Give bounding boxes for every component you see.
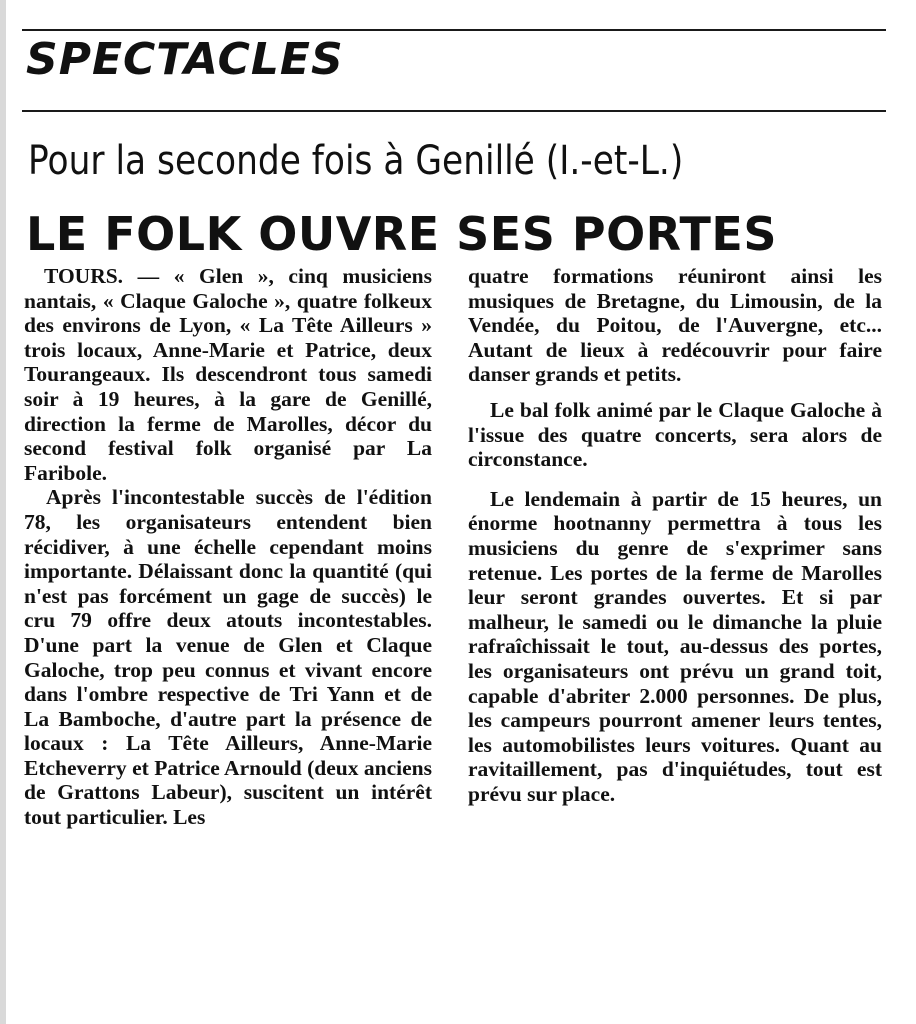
article-column-right (468, 264, 882, 806)
dateline: TOURS. — (44, 264, 160, 288)
article-kicker: Pour la seconde fois à Genillé (I.-et-L.) (28, 138, 684, 184)
article-headline: LE FOLK OUVRE SES PORTES (26, 207, 777, 261)
article-column-left (24, 264, 432, 830)
article-paragraph: Le lendemain à partir de 15 heures, un énorme hootnanny permettra à tous les musiciens du genre de s'exprimer sans retenue. Les portes de la ferme de Marolles leur seront grandes ouvertes. Et si par malheur, le samedi ou le dimanche la pluie rafraîchissait le tout, au-dessus des portes, les organisateurs ont prévu un grand toit, capable d'abriter 2.000 personnes. De plus, les campeurs pourront amener leurs tentes, les automobilistes leurs voitures. Quant au ravitaillement, pas d'inquiétudes, tout est prévu sur place. (468, 486, 882, 806)
article-paragraph: quatre formations réuniront ainsi les musiques de Bretagne, du Limousin, de la Vendée, du Poitou, de l'Auvergne, etc... Autant de lieux à redécouvrir pour faire danser grands et petits. (468, 264, 882, 387)
paragraph-text: « Glen », cinq musiciens nantais, « Claque Galoche », quatre folkeux des environs de Lyon, « La Tête Ailleurs » trois locaux, Anne-Marie et Patrice, deux Tourangeaux. Ils descendront tous samedi soir à 19 heures, à la gare de Genillé, direction la ferme de Marolles, décor du second festival folk organisé par La Faribole. (24, 264, 433, 485)
section-rubric: SPECTACLES (26, 34, 344, 85)
page-edge (0, 0, 6, 1024)
section-rule (22, 110, 886, 112)
article-paragraph: Après l'incontestable succès de l'édition 78, les organisateurs entendent bien récidiver, à une échelle cependant moins importante. Délaissant donc la quantité (qui n'est pas forcément un gage de succès) le cru 79 offre deux atouts incontestables. D'une part la venue de Glen et Claque Galoche, trop peu connus et vivant encore dans l'ombre respective de Tri Yann et de La Bamboche, d'autre part la présence de locaux : La Tête Ailleurs, Anne-Marie Etcheverry et Patrice Arnould (deux anciens de Grattons Labeur), suscitent un intérêt tout particulier. Les (24, 485, 432, 830)
top-rule (22, 29, 886, 31)
article-paragraph: Le bal folk animé par le Claque Galoche à l'issue des quatre concerts, sera alors de circonstance. (468, 397, 882, 472)
article-paragraph (24, 264, 432, 485)
